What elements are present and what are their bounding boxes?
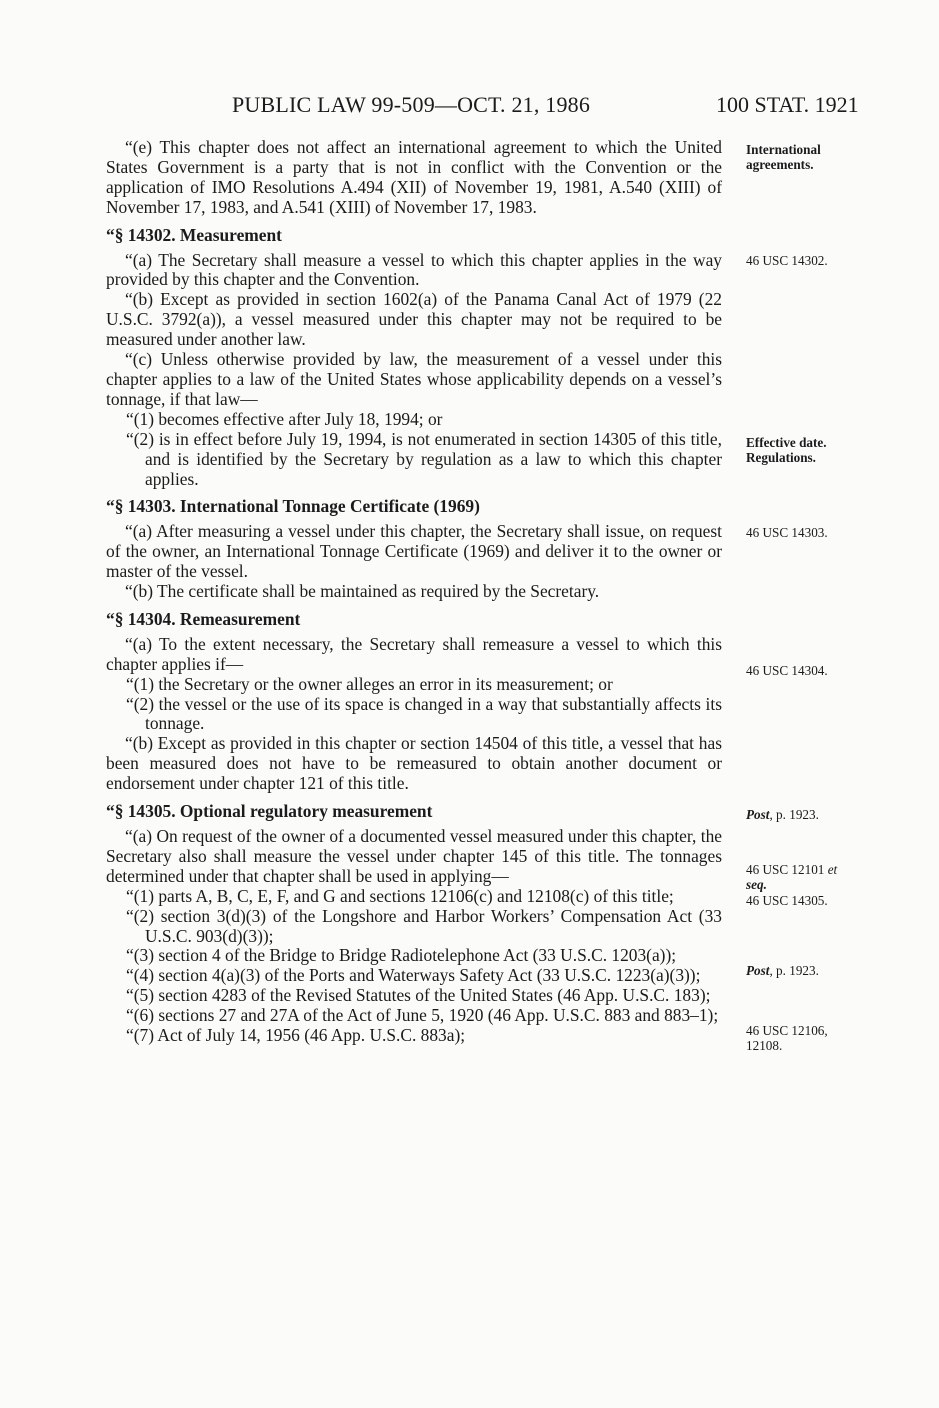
stat-page-number: 100 STAT. 1921 [716, 92, 859, 117]
paragraph: “(a) On request of the owner of a documented vessel measured under this chapter, the Secretary also shall measure the vessel under chapter 145 of this title. The tonnages determined under that chapter shall be used in applying— [106, 826, 722, 886]
paragraph: “(a) The Secretary shall measure a vessel to which this chapter applies in the way provided by this chapter and the Convention. [106, 249, 722, 290]
paragraph: “(a) To the extent necessary, the Secretary shall remeasure a vessel to which this chapter applies if— [106, 633, 722, 674]
list-item: “(1) parts A, B, C, E, F, and G and sections 12106(c) and 12108(c) of this title; [126, 885, 674, 906]
margin-note-post-1923-b: Post, p. 1923. [746, 963, 819, 978]
margin-note-46usc12101: 46 USC 12101 et seq. [746, 862, 838, 892]
margin-note-46usc12106: 46 USC 12106, 12108. [746, 1023, 828, 1053]
section-heading: “§ 14304. Remeasurement [106, 608, 301, 629]
paragraph: “(a) After measuring a vessel under this chapter, the Secretary shall issue, on request of the owner, an International Tonnage Certificate (1969) and deliver it to the owner or master of the vessel. [106, 521, 722, 582]
margin-note-international: International agreements. [746, 142, 821, 172]
list-item: “(7) Act of July 14, 1956 (46 App. U.S.C. 883a); [126, 1025, 466, 1046]
list-item: “(2) the vessel or the use of its space is changed in a way that substantially affects its tonnage. [126, 693, 722, 734]
margin-note-46usc14305: 46 USC 14305. [746, 893, 828, 908]
section-heading: “§ 14303. International Tonnage Certificate (1969) [106, 496, 480, 517]
body-column [106, 138, 722, 1046]
running-head: PUBLIC LAW 99-509—OCT. 21, 1986 [232, 92, 591, 117]
list-item: “(1) becomes effective after July 18, 1994; or [126, 408, 443, 429]
section-heading: “§ 14302. Measurement [106, 224, 282, 245]
paragraph: “(b) The certificate shall be maintained as required by the Secretary. [125, 581, 600, 602]
margin-note-46usc14304: 46 USC 14304. [746, 663, 828, 678]
margin-note-post-1923-a: Post, p. 1923. [746, 807, 819, 822]
paragraph: “(b) Except as provided in this chapter or section 14504 of this title, a vessel that has been measured does not have to be remeasured to obtain another document or endorsement under chapter 121 of this title. [106, 733, 722, 794]
margin-note-46usc14303: 46 USC 14303. [746, 525, 828, 540]
section-heading: “§ 14305. Optional regulatory measurement [106, 801, 433, 822]
paragraph: “(b) Except as provided in section 1602(a) of the Panama Canal Act of 1979 (22 U.S.C. 3792(a)), a vessel measured under this chapter may not be required to be measured under another law. [106, 289, 722, 350]
list-item: “(5) section 4283 of the Revised Statutes of the United States (46 App. U.S.C. 183); [126, 985, 711, 1006]
margin-note-effective-date: Effective date. Regulations. [746, 435, 827, 465]
list-item: “(2) is in effect before July 19, 1994, is not enumerated in section 14305 of this title, and is identified by the Secretary by regulation as a law to which this chapter applies. [126, 428, 722, 489]
list-item: “(6) sections 27 and 27A of the Act of June 5, 1920 (46 App. U.S.C. 883 and 883–1); [126, 1005, 719, 1026]
list-item: “(3) section 4 of the Bridge to Bridge Radiotelephone Act (33 U.S.C. 1203(a)); [126, 945, 677, 966]
list-item: “(2) section 3(d)(3) of the Longshore and Harbor Workers’ Compensation Act (33 U.S.C. 903(d)(3)); [126, 905, 722, 946]
list-item: “(4) section 4(a)(3) of the Ports and Waterways Safety Act (33 U.S.C. 1223(a)(3)); [126, 965, 701, 986]
margin-note-46usc14302: 46 USC 14302. [746, 253, 828, 268]
paragraph: “(e) This chapter does not affect an international agreement to which the United States Government is a party that is not in conflict with the Convention or the application of IMO Resolutions A.494 (XII) of November 19, 1981, A.540 (XIII) of November 17, 1983, and A.541 (XIII) of November 17, 1983. [106, 137, 722, 217]
paragraph: “(c) Unless otherwise provided by law, the measurement of a vessel under this chapter applies to a law of the United States whose applicability depends on a vessel’s tonnage, if that law— [106, 349, 722, 409]
list-item: “(1) the Secretary or the owner alleges an error in its measurement; or [126, 673, 613, 694]
